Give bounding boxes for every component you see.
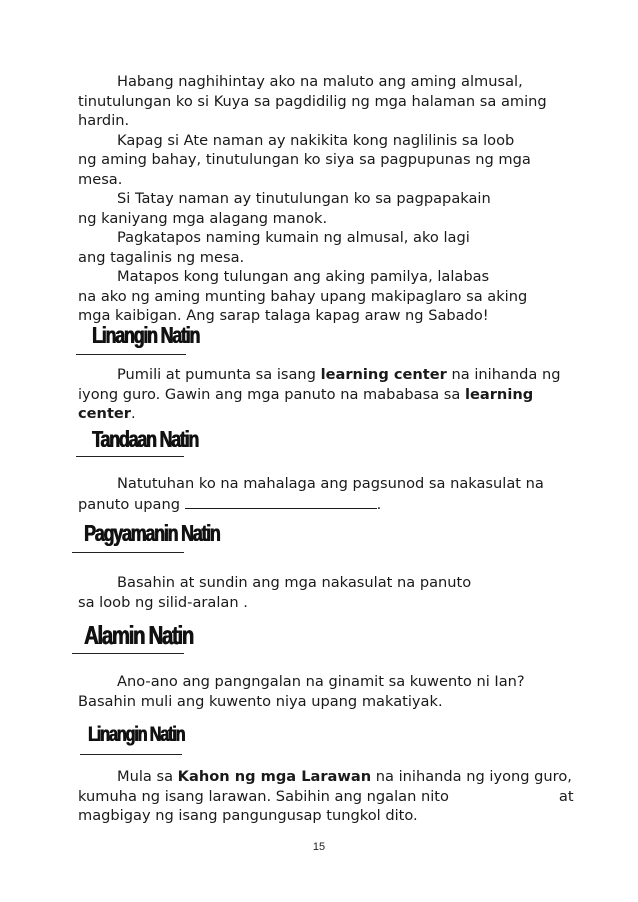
story-line: hardin. (78, 112, 130, 129)
heading-underline (80, 754, 182, 755)
heading-underline (72, 653, 184, 654)
linangin-2-line: Mula sa Kahon ng mga Larawan na inihanda ng iyong guro, (117, 768, 572, 785)
heading-underline (76, 354, 186, 355)
instruction-line: center. (78, 405, 136, 422)
pagyamanin-text (78, 573, 564, 612)
story-line: Kapag si Ate naman ay nakikita kong naglilinis sa loob (117, 131, 515, 149)
alamin-line: Ano-ano ang pangngalan na ginamit sa kuwento ni Ian? (117, 673, 525, 690)
story-line: na ako ng aming munting bahay upang makipaglaro sa aking (78, 287, 528, 305)
tandaan-line: Natutuhan ko na mahalaga ang pagsunod sa nakasulat na (117, 475, 544, 492)
linangin-2-line: magbigay ng isang pangungusap tungkol dito. (78, 807, 418, 824)
page-number: 15 (312, 841, 326, 853)
story-line: ng aming bahay, tinutulungan ko siya sa pagpupunas ng mga (78, 151, 531, 168)
tandaan-line: panuto upang . (78, 495, 382, 513)
section-heading-tandaan: Tandaan Natin (92, 426, 199, 452)
linangin-2-text (78, 767, 574, 826)
section-heading-linangin-2: Linangin Natin (88, 723, 185, 746)
instruction-line: iyong guro. Gawin ang mga panuto na mababasa sa learning (78, 385, 534, 403)
heading-underline (76, 456, 184, 457)
story-line: mesa. (78, 170, 123, 188)
pagyamanin-line: Basahin at sundin ang mga nakasulat na panuto (117, 574, 472, 591)
linangin-instructions (78, 365, 564, 424)
story-line: ng kaniyang mga alagang manok. (78, 209, 328, 227)
story-line: Pagkatapos naming kumain ng almusal, ako lagi (117, 229, 470, 246)
alamin-text (78, 672, 564, 711)
section-heading-alamin: Alamin Natin (84, 620, 193, 650)
linangin-2-line: kumuha ng isang larawan. Sabihin ang ngalan nito at (78, 787, 574, 805)
tandaan-text (78, 474, 564, 514)
story-line: Habang naghihintay ako na maluto ang aming almusal, (117, 73, 523, 90)
fill-in-blank[interactable] (185, 494, 377, 509)
section-heading-pagyamanin: Pagyamanin Natin (84, 520, 220, 546)
section-heading-linangin: Linangin Natin (92, 322, 200, 348)
story-line: mga kaibigan. Ang sarap talaga kapag araw ng Sabado! (78, 307, 489, 324)
instruction-line: Pumili at pumunta sa isang learning center na inihanda ng (117, 366, 561, 383)
story-line: Matapos kong tulungan ang aking pamilya, lalabas (117, 268, 490, 285)
story-line: Si Tatay naman ay tinutulungan ko sa pagpapakain (117, 190, 491, 207)
heading-underline (72, 552, 184, 553)
story-text (78, 72, 564, 326)
story-line: ang tagalinis ng mesa. (78, 248, 245, 266)
alamin-line: Basahin muli ang kuwento niya upang makatiyak. (78, 692, 443, 710)
story-line: tinutulungan ko si Kuya sa pagdidilig ng mga halaman sa aming (78, 92, 547, 110)
pagyamanin-line: sa loob ng silid-aralan . (78, 593, 248, 611)
